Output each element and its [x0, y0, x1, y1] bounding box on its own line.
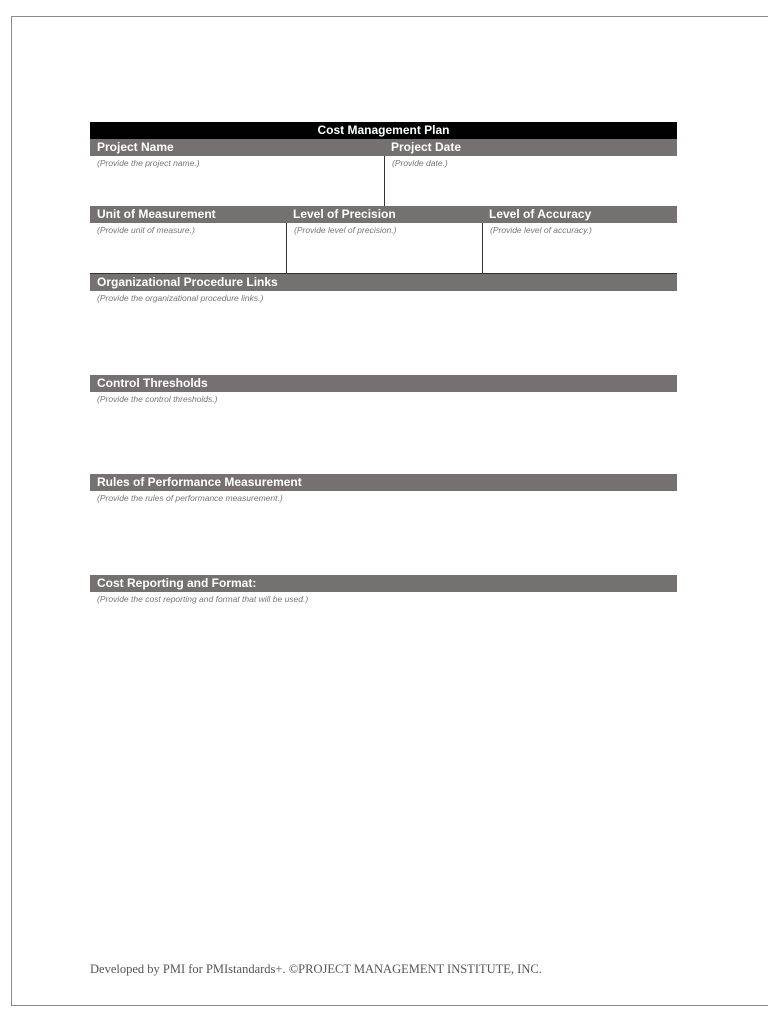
performance-rules-label: Rules of Performance Measurement: [90, 474, 677, 491]
level-of-accuracy-field[interactable]: (Provide level of accuracy.): [482, 223, 677, 273]
cost-reporting-field[interactable]: (Provide the cost reporting and format that will be used.): [97, 594, 309, 604]
project-name-label: Project Name: [90, 139, 384, 156]
level-of-precision-label: Level of Precision: [286, 206, 482, 223]
footer-copyright: Developed by PMI for PMIstandards+. ©PROJECT MANAGEMENT INSTITUTE, INC.: [90, 962, 542, 976]
project-header-row: [90, 139, 677, 156]
control-thresholds-field[interactable]: (Provide the control thresholds.): [97, 394, 218, 404]
level-of-precision-field[interactable]: (Provide level of precision.): [286, 223, 482, 273]
unit-of-measurement-label: Unit of Measurement: [90, 206, 286, 223]
project-date-field[interactable]: (Provide date.): [384, 156, 677, 206]
procedure-links-field[interactable]: (Provide the organizational procedure links.): [97, 293, 264, 303]
unit-of-measurement-field[interactable]: (Provide unit of measure.): [97, 225, 195, 235]
cost-reporting-label: Cost Reporting and Format:: [90, 575, 677, 592]
project-date-label: Project Date: [384, 139, 677, 156]
form-title: Cost Management Plan: [90, 122, 677, 139]
procedure-links-label: Organizational Procedure Links: [90, 274, 677, 291]
performance-rules-field[interactable]: (Provide the rules of performance measurement.): [97, 493, 283, 503]
cost-management-plan-form: [90, 122, 677, 622]
project-body-row: [90, 156, 677, 206]
measurement-header-row: [90, 206, 677, 223]
measurement-body-row: [90, 223, 677, 274]
project-name-field[interactable]: (Provide the project name.): [97, 158, 200, 168]
control-thresholds-label: Control Thresholds: [90, 375, 677, 392]
level-of-accuracy-label: Level of Accuracy: [482, 206, 677, 223]
